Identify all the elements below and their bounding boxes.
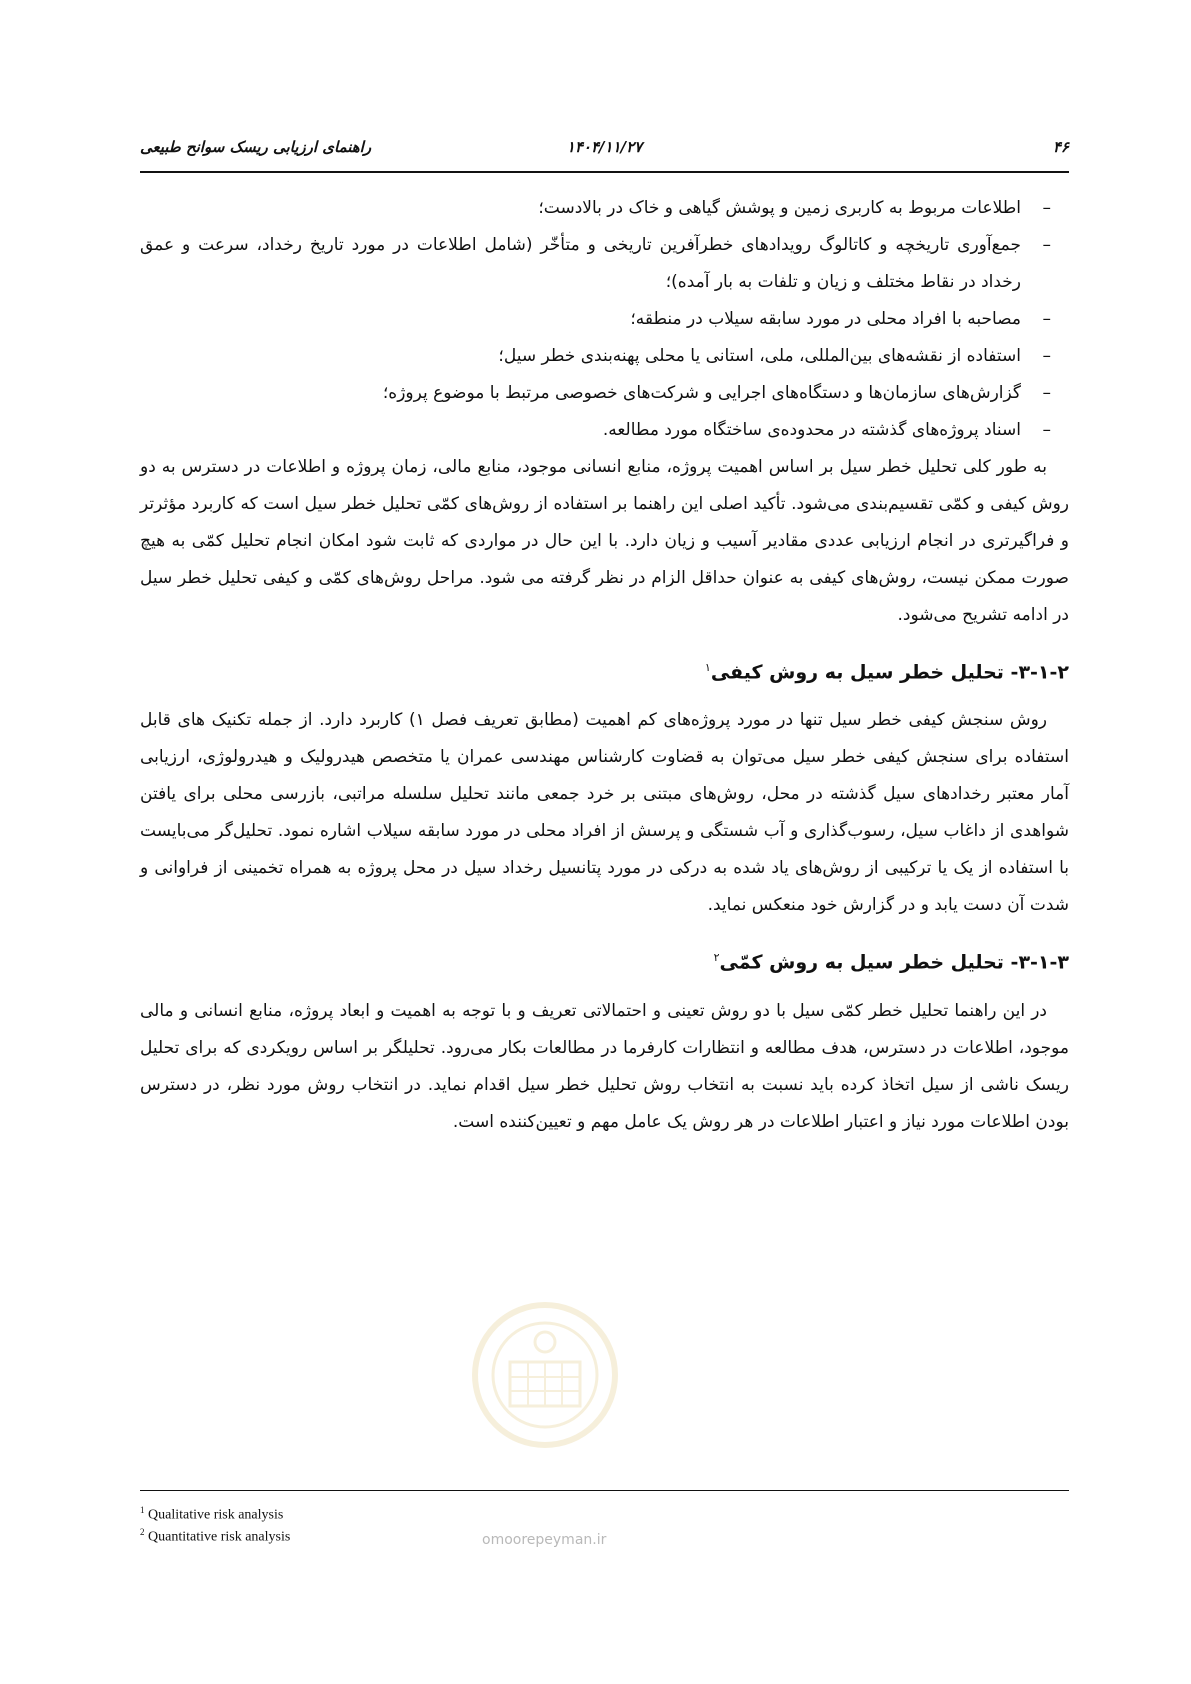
quantitative-paragraph: در این راهنما تحلیل خطر کمّی سیل با دو روش تعینی و احتمالاتی تعریف و با توجه به اهمیت و ابعاد پروژه، منابع انسانی و مالی موجود، اطلاعات در دسترس، هدف مطالعه و انتظارات کارفرما در مطالعات بکار می‌رود. تحلیلگر بر اساس رویکردی که برای تحلیل ریسک ناشی از سیل اتخاذ کرده باید نسبت به انتخاب روش تحلیل خطر سیل اقدام نماید. در انتخاب روش مورد نظر، در دسترس بودن اطلاعات مورد نیاز و اعتبار اطلاعات در هر روش یک عامل مهم و تعیین‌کننده است.: [140, 1000, 1069, 1132]
footnote-item: $^1$ Qualitative risk analysis: [140, 1505, 284, 1523]
bullet-list: [140, 190, 1069, 449]
bullet-dash: –: [1042, 235, 1051, 255]
bullet-dash: –: [1042, 198, 1051, 218]
qualitative-paragraph: روش سنجش کیفی خطر سیل تنها در مورد پروژه‌های کم اهمیت (مطابق تعریف فصل ۱) کاربرد دارد. از جمله تکنیک های قابل استفاده برای سنجش کیفی خطر سیل می‌توان به قضاوت کارشناس مهندسی عمران یا متخصص هیدرولیک و هیدرولوژی، ارزیابی آمار معتبر رخدادهای سیل گذشته در محل، روش‌های مبتنی بر خرد جمعی مانند تحلیل سلسله مراتبی، بازرسی محلی برای یافتن شواهدی از داغاب سیل، رسوب‌گذاری و آب شستگی و پرسش از افراد محلی در مورد سابقه سیلاب اشاره نمود. تحلیل‌گر می‌بایست با استفاده از یک یا ترکیبی از روش‌های یاد شده به درکی در مورد پتانسیل رخداد سیل در محل پروژه به همراه تخمینی از فراوانی و شدت آن دست یابد و در گزارش خود منعکس نماید.: [140, 710, 1069, 916]
section-heading-quantitative: ۳-۱-۳- تحلیل خطر سیل به روش کمّی$^۲$: [713, 951, 1069, 974]
header-title: راهنمای ارزیابی ریسک سوانح طبیعی: [140, 138, 372, 156]
list-item: – جمع‌آوری تاریخچه و کاتالوگ رویدادهای خطرآفرین تاریخی و متأخّر (شامل اطلاعات در مورد تاریخ رخداد، سرعت و عمق رخداد در نقاط مختلف و زیان و تلفات به بار آمده)؛: [140, 227, 1069, 301]
intro-paragraph: به طور کلی تحلیل خطر سیل بر اساس اهمیت پروژه، منابع انسانی موجود، منابع مالی، زمان پروژه و اطلاعات در دسترس به دو روش کیفی و کمّی تقسیم‌بندی می‌شود. تأکید اصلی این راهنما بر استفاده از روش‌های کمّی تحلیل خطر سیل است که کاربرد مؤثرتر و فراگیرتری در انجام ارزیابی عددی مقادیر آسیب و زیان دارد. با این حال در مواردی که ثابت شود امکان انجام تحلیل کمّی به هیچ صورت ممکن نیست، روش‌های کیفی به عنوان حداقل الزام در نظر گرفته می شود. مراحل روش‌های کمّی و کیفی تحلیل خطر سیل در ادامه تشریح می‌شود.: [140, 457, 1069, 625]
bullet-dash: –: [1042, 383, 1051, 403]
bullet-dash: –: [1042, 420, 1051, 440]
section-heading-qualitative: ۳-۱-۲- تحلیل خطر سیل به روش کیفی$^۱$: [704, 661, 1069, 684]
page-number: ۴۶: [1052, 138, 1069, 156]
footnote-ref: ۱: [704, 661, 711, 674]
bullet-dash: –: [1042, 346, 1051, 366]
page-header: [140, 138, 1069, 168]
footnote-divider: [140, 1490, 1069, 1491]
page-body: [140, 190, 1069, 1141]
footnotes: [140, 1502, 290, 1545]
header-date: ۱۴۰۴/۱۱/۲۷: [566, 138, 643, 156]
watermark-text: omoorepeyman.ir: [482, 1532, 607, 1548]
list-item: – مصاحبه با افراد محلی در مورد سابقه سیلاب در منطقه؛: [140, 301, 1069, 338]
seal-logo-icon: [470, 1300, 620, 1450]
bullet-dash: –: [1042, 309, 1051, 329]
footnote-ref: ۲: [713, 951, 720, 965]
list-item: – اطلاعات مربوط به کاربری زمین و پوشش گیاهی و خاک در بالادست؛: [140, 190, 1069, 227]
footnote-item: $^2$ Quantitative risk analysis: [140, 1526, 291, 1545]
list-item: – اسناد پروژه‌های گذشته در محدوده‌ی ساختگاه مورد مطالعه.: [140, 412, 1069, 449]
list-item: – استفاده از نقشه‌های بین‌المللی، ملی، استانی یا محلی پهنه‌بندی خطر سیل؛: [140, 338, 1069, 375]
header-divider: [140, 171, 1069, 173]
list-item: – گزارش‌های سازمان‌ها و دستگاه‌های اجرایی و شرکت‌های خصوصی مرتبط با موضوع پروژه؛: [140, 375, 1069, 412]
